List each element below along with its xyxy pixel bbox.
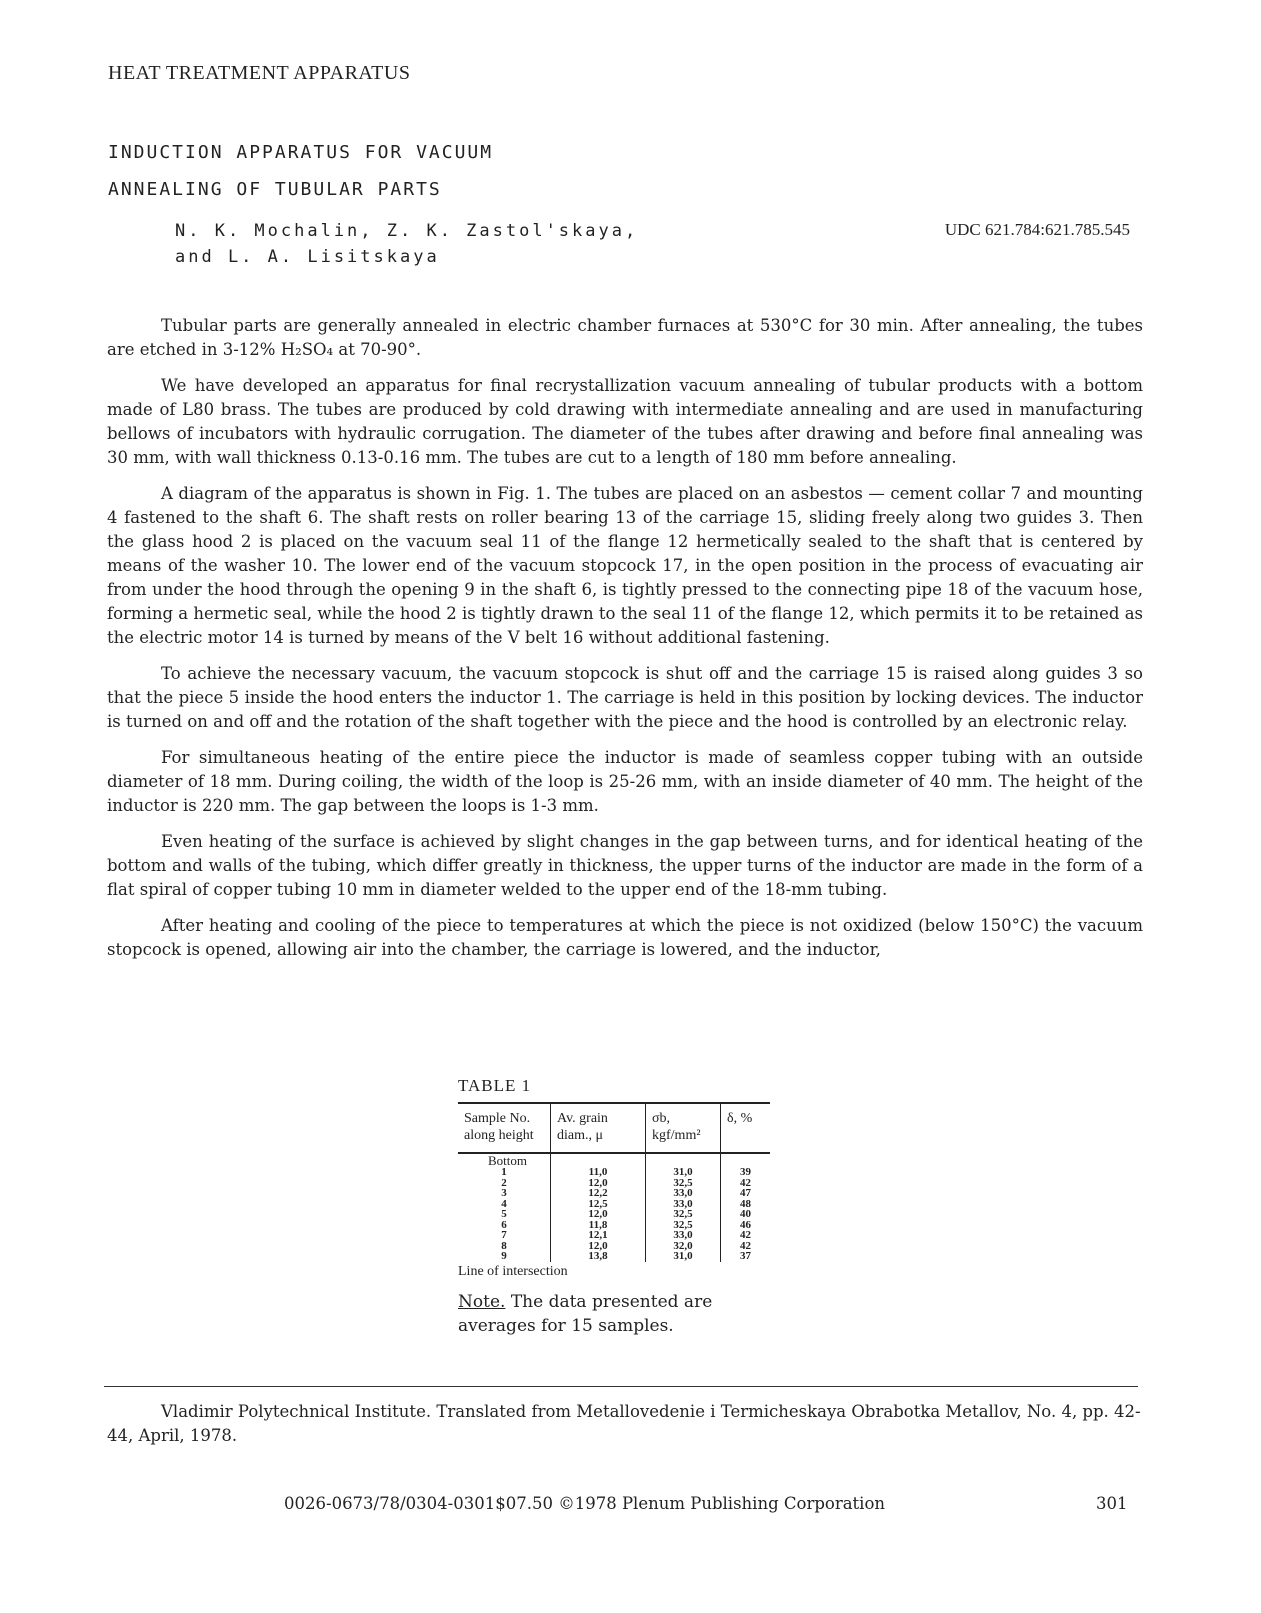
authors-line-2: and L. A. Lisitskaya [175, 247, 440, 267]
paragraph-5: For simultaneous heating of the entire piece the inductor is made of seamless copper tubing with an outside diameter of 18 mm. During coiling, the width of the loop is 25-26 mm, with an inside diameter of 40 mm. The height of the inductor is 220 mm. The gap between the loops is 1-3 mm. [107, 748, 1143, 815]
note-label: Note. [458, 1291, 506, 1312]
table-cell: 12,2 [551, 1188, 646, 1199]
table-cell: 42 [721, 1241, 771, 1252]
table-cell: 9 [501, 1250, 507, 1262]
paragraph-6: Even heating of the surface is achieved by slight changes in the gap between turns, and for identical heating of the bottom and walls of the tubing, which differ greatly in thickness, the upper turns of the inductor are made in the form of a flat spiral of copper tubing 10 mm in diameter welded to the upper end of the 18-mm tubing. [107, 832, 1143, 899]
table-cell: 12,5 [551, 1199, 646, 1210]
table-cell-empty [551, 1153, 646, 1167]
table-row [458, 1230, 770, 1241]
article-body [107, 314, 1143, 974]
paragraph-7: After heating and cooling of the piece to temperatures at which the piece is not oxidized (below 150°C) the vacuum stopcock is opened, allowing air into the chamber, the carriage is lowered, and the inductor, [107, 916, 1143, 959]
footnote: Vladimir Polytechnical Institute. Translated from Metallovedenie i Termicheskaya Obrabotka Metallov, No. 4, pp. 42-44, April, 1978. [107, 1402, 1141, 1445]
table-cell: 33,0 [646, 1199, 721, 1210]
udc-code: UDC 621.784:621.785.545 [944, 220, 1130, 239]
table-cell: 5 [501, 1208, 507, 1220]
paragraph-4: To achieve the necessary vacuum, the vacuum stopcock is shut off and the carriage 15 is raised along guides 3 so that the piece 5 inside the hood enters the inductor 1. The carriage is held in this position by locking devices. The inductor is turned on and off and the rotation of the shaft together with the piece and the hood is controlled by an electronic relay. [107, 664, 1143, 731]
header-sigma-b: σb, kgf/mm² [646, 1103, 721, 1153]
article-title-line-1: INDUCTION APPARATUS FOR VACUUM [108, 142, 494, 163]
table-cell: 8 [501, 1239, 507, 1252]
authors [175, 218, 638, 270]
table-cell: 4 [501, 1197, 507, 1210]
table-cell: 11,0 [551, 1167, 646, 1178]
table-cell: 13,8 [551, 1251, 646, 1262]
header-sample-no: Sample No. along height [458, 1103, 551, 1153]
note-text: The data presented are averages for 15 samples. [458, 1291, 713, 1336]
table-cell: 31,0 [646, 1167, 721, 1178]
table-cell: 12,0 [551, 1241, 646, 1252]
paragraph-1: Tubular parts are generally annealed in electric chamber furnaces at 530°C for 30 min. After annealing, the tubes are etched in 3-12% H₂SO₄ at 70-90°. [107, 316, 1143, 359]
data-table [458, 1102, 770, 1262]
paragraph-2: We have developed an apparatus for final recrystallization vacuum annealing of tubular products with a bottom made of L80 brass. The tubes are produced by cold drawing with intermediate annealing and are used in manufacturing bellows of incubators with hydraulic corrugation. The diameter of the tubes after drawing and before final annealing was 30 mm, with wall thickness 0.13-0.16 mm. The tubes are cut to a length of 180 mm before annealing. [107, 376, 1143, 467]
header-grain-diam: Av. grain diam., μ [551, 1103, 646, 1153]
table-cell: 47 [721, 1188, 771, 1199]
table-cell: 32,5 [646, 1209, 721, 1220]
copyright-line: 0026-0673/78/0304-0301$07.50 ©1978 Plenum Publishing Corporation [284, 1494, 886, 1513]
table-cell: 2 [501, 1176, 507, 1189]
table-cell: 32,0 [646, 1241, 721, 1252]
table-cell: 3 [501, 1187, 507, 1199]
table-cell: 11,8 [551, 1220, 646, 1231]
table-cell: 42 [721, 1230, 771, 1241]
table-cell: 46 [721, 1220, 771, 1231]
table-cell: 40 [721, 1209, 771, 1220]
table-row [458, 1167, 770, 1178]
table-cell: 33,0 [646, 1188, 721, 1199]
table-cell: 31,0 [646, 1251, 721, 1262]
header-delta: δ, % [721, 1103, 771, 1153]
table-1 [458, 1076, 778, 1338]
table-cell: 12,0 [551, 1209, 646, 1220]
paragraph-3: A diagram of the apparatus is shown in Fig. 1. The tubes are placed on an asbestos — cement collar 7 and mounting 4 fastened to the shaft 6. The shaft rests on roller bearing 13 of the carriage 15, sliding freely along two guides 3. Then the glass hood 2 is placed on the vacuum seal 11 of the flange 12 hermetically sealed to the shaft that is centered by means of the washer 10. The lower end of the vacuum stopcock 17, in the open position in the process of evacuating air from under the hood through the opening 9 in the shaft 6, is tightly pressed to the connecting pipe 18 of the vacuum hose, forming a hermetic seal, while the hood 2 is tightly drawn to the seal 11 of the flange 12, which permits it to be retained as the electric motor 14 is turned by means of the V belt 16 without additional fastening. [107, 484, 1143, 647]
table-caption: TABLE 1 [458, 1076, 532, 1095]
article-title [108, 134, 493, 208]
table-cell: 12,1 [551, 1230, 646, 1241]
table-cell: 32,5 [646, 1220, 721, 1231]
article-title-line-2: ANNEALING OF TUBULAR PARTS [108, 179, 442, 200]
table-row [458, 1251, 770, 1262]
footnote-divider [104, 1386, 1138, 1387]
table-cell: 42 [721, 1178, 771, 1189]
table-cell: 1 [501, 1166, 507, 1178]
section-title: HEAT TREATMENT APPARATUS [108, 62, 411, 84]
table-cell-empty [721, 1153, 771, 1167]
table-row [458, 1209, 770, 1220]
table-cell: 39 [721, 1167, 771, 1178]
line-of-intersection-label: Line of intersection [458, 1263, 568, 1279]
table-cell: 33,0 [646, 1230, 721, 1241]
authors-line-1: N. K. Mochalin, Z. K. Zastol'skaya, [175, 221, 639, 241]
table-cell: 6 [501, 1218, 507, 1231]
table-row [458, 1188, 770, 1199]
table-cell: 32,5 [646, 1178, 721, 1189]
table-body [458, 1153, 770, 1262]
page-number: 301 [1096, 1494, 1128, 1513]
bottom-label: Bottom [488, 1153, 528, 1168]
table-cell: 12,0 [551, 1178, 646, 1189]
table-cell-empty [646, 1153, 721, 1167]
table-cell: 48 [721, 1199, 771, 1210]
table-note [458, 1290, 778, 1338]
table-cell: 7 [501, 1229, 507, 1241]
table-cell: 37 [721, 1251, 771, 1262]
